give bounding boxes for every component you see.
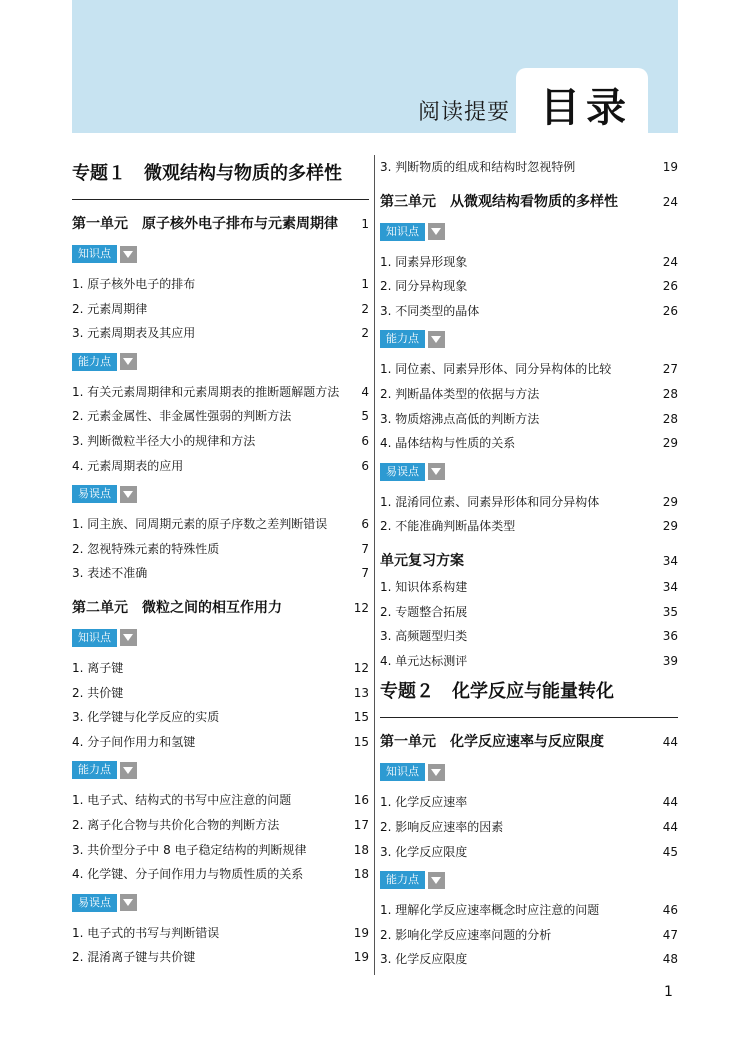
- column-divider: [374, 155, 375, 975]
- toc-entry[interactable]: [380, 947, 678, 972]
- toc-entry[interactable]: [72, 297, 369, 322]
- page-ref: 2: [361, 301, 369, 316]
- toc-entry[interactable]: [72, 380, 369, 405]
- entry-title: 2. 元素周期律: [72, 301, 148, 316]
- unit-title: 第二单元 微粒之间的相互作用力: [72, 599, 282, 616]
- page-ref: 46: [662, 903, 678, 918]
- toc-entry[interactable]: [380, 431, 678, 456]
- page-ref: 6: [361, 517, 369, 532]
- tag-label: 知识点: [72, 629, 117, 647]
- entry-title: 1. 混淆同位素、同素异形体和同分异构体: [380, 494, 600, 509]
- unit-heading[interactable]: [380, 547, 678, 575]
- toc-entry[interactable]: [72, 838, 369, 863]
- page-ref: 5: [361, 409, 369, 424]
- triangle-down-icon: [120, 629, 137, 646]
- tag-label: 能力点: [72, 353, 117, 371]
- toc-entry[interactable]: [72, 788, 369, 813]
- toc-entry[interactable]: [72, 730, 369, 755]
- toc-entry[interactable]: [380, 382, 678, 407]
- section-tag: [72, 242, 369, 266]
- section-tag: [380, 460, 678, 484]
- tag-label: 能力点: [72, 761, 117, 779]
- page-ref: 29: [662, 494, 678, 509]
- tag-label: 知识点: [380, 763, 425, 781]
- toc-entry[interactable]: [380, 514, 678, 539]
- tag-label: 能力点: [380, 871, 425, 889]
- entry-title: 2. 专题整合拓展: [380, 604, 468, 619]
- unit-heading[interactable]: [380, 188, 678, 216]
- toc-entry[interactable]: [380, 815, 678, 840]
- section-tag: [72, 891, 369, 915]
- page-ref: 44: [662, 819, 678, 834]
- entry-title: 2. 忽视特殊元素的特殊性质: [72, 541, 220, 556]
- triangle-down-icon: [120, 894, 137, 911]
- toc-entry[interactable]: [72, 681, 369, 706]
- page-ref: 12: [353, 660, 369, 675]
- entry-title: 2. 元素金属性、非金属性强弱的判断方法: [72, 409, 292, 424]
- entry-title: 3. 物质熔沸点高低的判断方法: [380, 411, 540, 426]
- page-ref: 7: [361, 566, 369, 581]
- page-title: 目录: [540, 85, 632, 131]
- entry-title: 1. 同主族、同周期元素的原子序数之差判断错误: [72, 517, 328, 532]
- toc-entry[interactable]: [72, 454, 369, 479]
- triangle-down-icon: [120, 762, 137, 779]
- section-tag: [380, 868, 678, 892]
- unit-title: 第三单元 从微观结构看物质的多样性: [380, 193, 618, 210]
- page-ref: 18: [353, 842, 369, 857]
- page-ref: 24: [662, 254, 678, 269]
- section-tag: [72, 350, 369, 374]
- triangle-down-icon: [120, 246, 137, 263]
- triangle-down-icon: [428, 872, 445, 889]
- page-ref: 28: [662, 386, 678, 401]
- entry-title: 2. 不能准确判断晶体类型: [380, 519, 516, 534]
- unit-title: 第一单元 原子核外电子排布与元素周期律: [72, 216, 338, 232]
- triangle-down-icon: [428, 223, 445, 240]
- entry-title: 1. 同位素、同素异形体、同分异构体的比较: [380, 362, 612, 377]
- section-tag: [380, 220, 678, 244]
- page-ref: 44: [662, 795, 678, 810]
- page-ref: 44: [662, 735, 678, 750]
- entry-title: 1. 原子核外电子的排布: [72, 277, 196, 291]
- toc-entry[interactable]: [380, 600, 678, 625]
- page-ref: 6: [361, 433, 369, 448]
- tag-label: 易误点: [380, 463, 425, 481]
- entry-title: 3. 共价型分子中 8 电子稳定结构的判断规律: [72, 842, 307, 857]
- entry-title: 3. 高频题型归类: [380, 629, 468, 644]
- toc-entry[interactable]: [72, 705, 369, 730]
- topic-heading: 专题１ 微观结构与物质的多样性: [72, 159, 369, 200]
- page-ref: 1: [361, 277, 369, 291]
- page-ref: 7: [361, 541, 369, 556]
- unit-heading[interactable]: [72, 210, 369, 238]
- section-tag: [72, 758, 369, 782]
- toc-entry[interactable]: [380, 490, 678, 515]
- toc-entry[interactable]: [72, 862, 369, 887]
- page-ref: 19: [353, 925, 369, 940]
- entry-title: 3. 判断物质的组成和结构时忽视特例: [380, 160, 576, 174]
- page-ref: 15: [353, 734, 369, 749]
- toc-entry[interactable]: [72, 561, 369, 586]
- page-ref: 39: [662, 653, 678, 668]
- page-subtitle: 阅读提要: [418, 100, 511, 125]
- entry-title: 2. 混淆离子键与共价键: [72, 950, 196, 965]
- tag-label: 知识点: [72, 245, 117, 263]
- page-ref: 12: [353, 600, 369, 615]
- toc-entry[interactable]: [72, 813, 369, 838]
- entry-title: 4. 晶体结构与性质的关系: [380, 436, 516, 451]
- page-ref: 45: [662, 844, 678, 859]
- page-ref: 26: [662, 279, 678, 294]
- page-ref: 4: [361, 384, 369, 399]
- toc-entry[interactable]: [72, 656, 369, 681]
- entry-title: 4. 单元达标测评: [380, 653, 468, 668]
- page-ref: 19: [353, 950, 369, 965]
- toc-entry[interactable]: [72, 321, 369, 346]
- page-ref: 29: [662, 436, 678, 451]
- page-ref: 16: [353, 793, 369, 808]
- page-ref: 17: [353, 817, 369, 832]
- unit-title: 单元复习方案: [380, 552, 464, 569]
- page-ref: 47: [662, 927, 678, 942]
- toc-entry[interactable]: [380, 840, 678, 865]
- page-ref: 19: [662, 160, 678, 174]
- page-ref: 26: [662, 303, 678, 318]
- toc-entry[interactable]: [380, 155, 678, 180]
- toc-entry[interactable]: [380, 274, 678, 299]
- tag-label: 能力点: [380, 330, 425, 348]
- tag-label: 易误点: [72, 485, 117, 503]
- toc-entry[interactable]: [72, 429, 369, 454]
- entry-title: 1. 同素异形现象: [380, 254, 468, 269]
- page-ref: 13: [353, 685, 369, 700]
- entry-title: 2. 判断晶体类型的依据与方法: [380, 386, 540, 401]
- page-ref: 2: [361, 326, 369, 341]
- entry-title: 2. 影响化学反应速率问题的分析: [380, 927, 552, 942]
- section-tag: [72, 482, 369, 506]
- toc-entry[interactable]: [380, 624, 678, 649]
- toc-entry[interactable]: [72, 537, 369, 562]
- page-ref: 27: [662, 362, 678, 377]
- toc-right-column: [380, 155, 678, 972]
- triangle-down-icon: [120, 486, 137, 503]
- page-ref: 6: [361, 458, 369, 473]
- toc-left-column: [72, 155, 369, 970]
- page-ref: 15: [353, 710, 369, 725]
- page-ref: 18: [353, 867, 369, 882]
- entry-title: 3. 不同类型的晶体: [380, 303, 480, 318]
- entry-title: 1. 电子式、结构式的书写中应注意的问题: [72, 793, 292, 808]
- entry-title: 1. 有关元素周期律和元素周期表的推断题解题方法: [72, 384, 340, 399]
- toc-entry[interactable]: [72, 945, 369, 970]
- triangle-down-icon: [120, 353, 137, 370]
- toc-entry[interactable]: [380, 575, 678, 600]
- unit-title: 第一单元 化学反应速率与反应限度: [380, 734, 604, 751]
- triangle-down-icon: [428, 764, 445, 781]
- entry-title: 3. 元素周期表及其应用: [72, 326, 196, 341]
- toc-entry[interactable]: [380, 299, 678, 324]
- page-ref: 34: [662, 579, 678, 594]
- entry-title: 4. 分子间作用力和氢键: [72, 734, 196, 749]
- entry-title: 3. 表述不准确: [72, 566, 148, 581]
- toc-entry[interactable]: [72, 921, 369, 946]
- toc-entry[interactable]: [380, 898, 678, 923]
- entry-title: 2. 同分异构现象: [380, 279, 468, 294]
- topic-heading: 专题２ 化学反应与能量转化: [380, 677, 678, 718]
- toc-entry[interactable]: [380, 357, 678, 382]
- entry-title: 4. 元素周期表的应用: [72, 458, 184, 473]
- entry-title: 1. 化学反应速率: [380, 795, 468, 810]
- page-ref: 24: [662, 194, 678, 209]
- entry-title: 3. 判断微粒半径大小的规律和方法: [72, 433, 256, 448]
- entry-title: 3. 化学反应限度: [380, 844, 468, 859]
- page-ref: 36: [662, 629, 678, 644]
- toc-entry[interactable]: [72, 404, 369, 429]
- tag-label: 知识点: [380, 223, 425, 241]
- triangle-down-icon: [428, 331, 445, 348]
- entry-title: 3. 化学键与化学反应的实质: [72, 710, 220, 725]
- entry-title: 1. 电子式的书写与判断错误: [72, 925, 220, 940]
- page-number: 1: [664, 984, 673, 1000]
- tag-label: 易误点: [72, 894, 117, 912]
- toc-entry[interactable]: [72, 272, 369, 297]
- entry-title: 2. 共价键: [72, 685, 124, 700]
- entry-title: 3. 化学反应限度: [380, 952, 468, 967]
- toc-entry[interactable]: [380, 923, 678, 948]
- entry-title: 1. 知识体系构建: [380, 579, 468, 594]
- triangle-down-icon: [428, 463, 445, 480]
- page-ref: 34: [662, 553, 678, 568]
- toc-entry[interactable]: [380, 790, 678, 815]
- unit-heading[interactable]: [72, 594, 369, 622]
- page-ref: 48: [662, 952, 678, 967]
- entry-title: 1. 离子键: [72, 660, 124, 675]
- entry-title: 4. 化学键、分子间作用力与物质性质的关系: [72, 867, 304, 882]
- entry-title: 1. 理解化学反应速率概念时应注意的问题: [380, 903, 600, 918]
- toc-entry[interactable]: [380, 250, 678, 275]
- page-ref: 35: [662, 604, 678, 619]
- page-ref: 29: [662, 519, 678, 534]
- toc-entry[interactable]: [380, 407, 678, 432]
- toc-entry[interactable]: [72, 512, 369, 537]
- page-ref: 1: [361, 217, 369, 231]
- entry-title: 2. 离子化合物与共价化合物的判断方法: [72, 817, 280, 832]
- section-tag: [380, 760, 678, 784]
- section-tag: [380, 327, 678, 351]
- entry-title: 2. 影响反应速率的因素: [380, 819, 504, 834]
- page-ref: 28: [662, 411, 678, 426]
- section-tag: [72, 626, 369, 650]
- toc-entry[interactable]: [380, 649, 678, 674]
- unit-heading[interactable]: [380, 728, 678, 756]
